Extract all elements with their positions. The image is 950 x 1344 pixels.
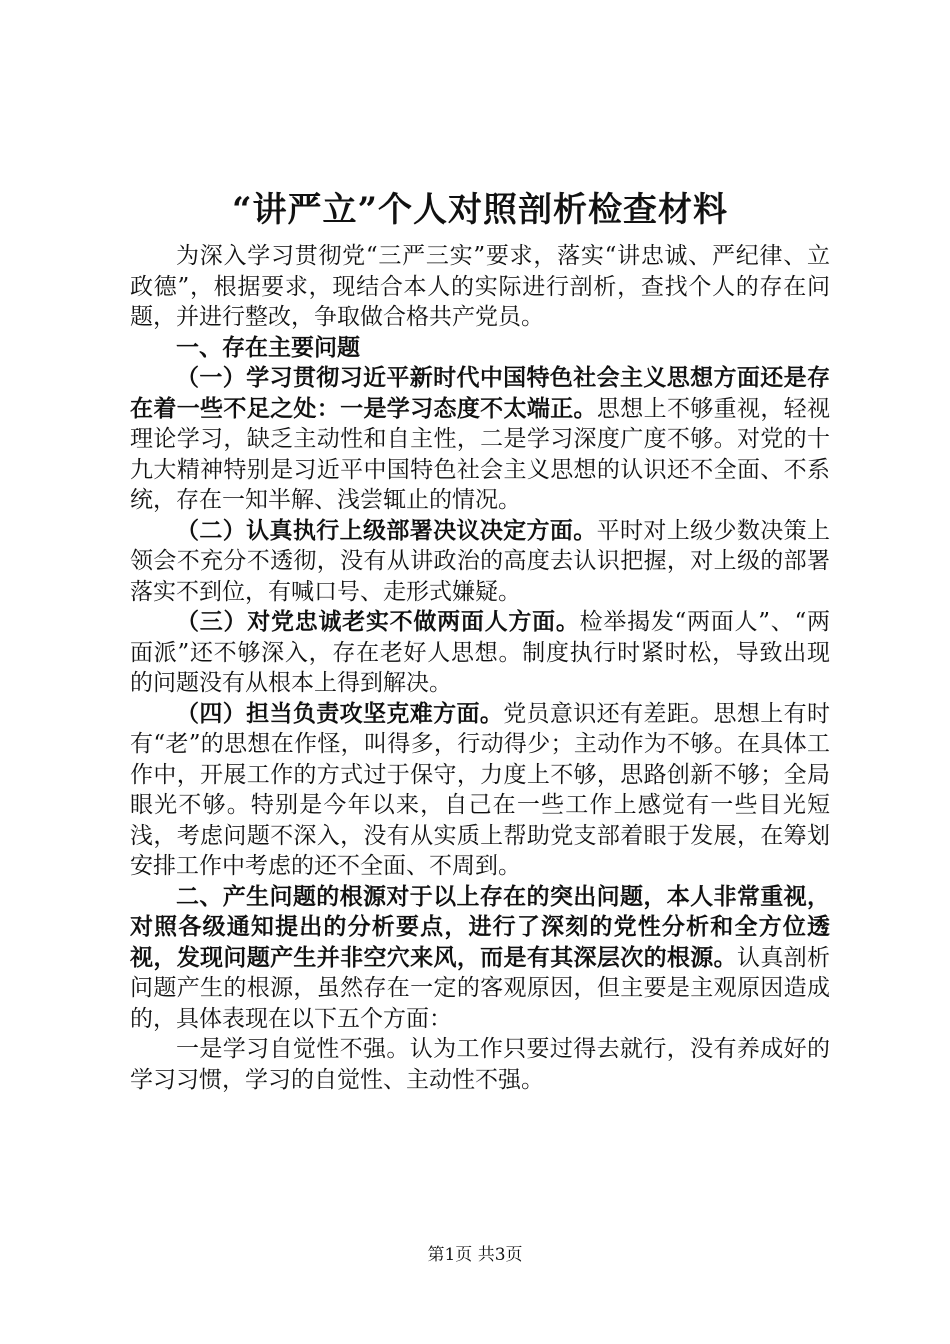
- document-page: [130, 185, 830, 1095]
- page-footer: [0, 1243, 950, 1267]
- paragraph-implement: [130, 516, 830, 608]
- intro-text: 为深入学习贯彻党“三严三实”要求，落实“讲忠诚、严纪律、立政德”，根据要求，现结合本人的实际进行剖析，查找个人的存在问题，并进行整改，争取做合格共产党员。: [130, 243, 830, 330]
- document-title: “讲严立”个人对照剖析检查材料: [231, 190, 729, 230]
- section2-paragraph: [130, 882, 830, 1035]
- paragraph-responsibility: [130, 699, 830, 882]
- paragraph-loyalty-body: 检举揭发“两面人”、“两面派”还不够深入，存在老好人思想。制度执行时紧时松，导致出现的问题没有从根本上得到解决。: [130, 609, 831, 696]
- section1-heading-text: 一、存在主要问题: [176, 333, 360, 361]
- section1-heading: [130, 333, 830, 364]
- paragraph-study-body: 思想上不够重视，轻视理论学习，缺乏主动性和自主性，二是学习深度广度不够。对党的十九大精神特别是习近平中国特色社会主义思想的认识还不全面、不系统，存在一知半解、浅尝辄止的情况。: [130, 395, 831, 513]
- paragraph-responsibility-body: 党员意识还有差距。思想上有时有“老”的思想在作怪，叫得多，行动得少；主动作为不够。在具体工作中，开展工作的方式过于保守，力度上不够，思路创新不够；全局眼光不够。特别是今年以来，自己在一些工作上感觉有一些目光短浅，考虑问题不深入，没有从实质上帮助党支部着眼于发展，在筹划安排工作中考虑的还不全面、不周到。: [130, 700, 831, 879]
- section2-lead: 二、产生问题的根源对于以上存在的突出问题，本人非常重视，对照各级通知提出的分析要点，进行了深刻的党性分析和全方位透视，发现问题产生并非空穴来风，而是有其深层次的根源。: [130, 882, 830, 971]
- paragraph-implement-body: 平时对上级少数决策上领会不充分不透彻，没有从讲政治的高度去认识把握，对上级的部署落实不到位，有喊口号、走形式嫌疑。: [130, 517, 831, 605]
- paragraph-self-learning: [130, 1034, 830, 1095]
- paragraph-implement-lead: （二）认真执行上级部署决议决定方面。: [176, 516, 597, 544]
- paragraph-study: [130, 363, 830, 516]
- intro-paragraph: [130, 241, 830, 333]
- paragraph-loyalty-lead: （三）对党忠诚老实不做两面人方面。: [176, 608, 580, 635]
- section2-body: 认真剖析问题产生的根源，虽然存在一定的客观原因，但主要是主观原因造成的，具体表现在以下五个方面：: [130, 944, 831, 1032]
- page-number: 第1页 共3页: [427, 1245, 523, 1265]
- paragraph-responsibility-lead: （四）担当负责攻坚克难方面。: [176, 699, 504, 727]
- paragraph-self-learning-body: 一是学习自觉性不强。认为工作只要过得去就行，没有养成好的学习习惯，学习的自觉性、主动性不强。: [130, 1036, 830, 1093]
- paragraph-loyalty: [130, 607, 830, 699]
- paragraph-study-lead: （一）学习贯彻习近平新时代中国特色社会主义思想方面还是存在着一些不足之处：一是学习态度不太端正。: [130, 364, 830, 422]
